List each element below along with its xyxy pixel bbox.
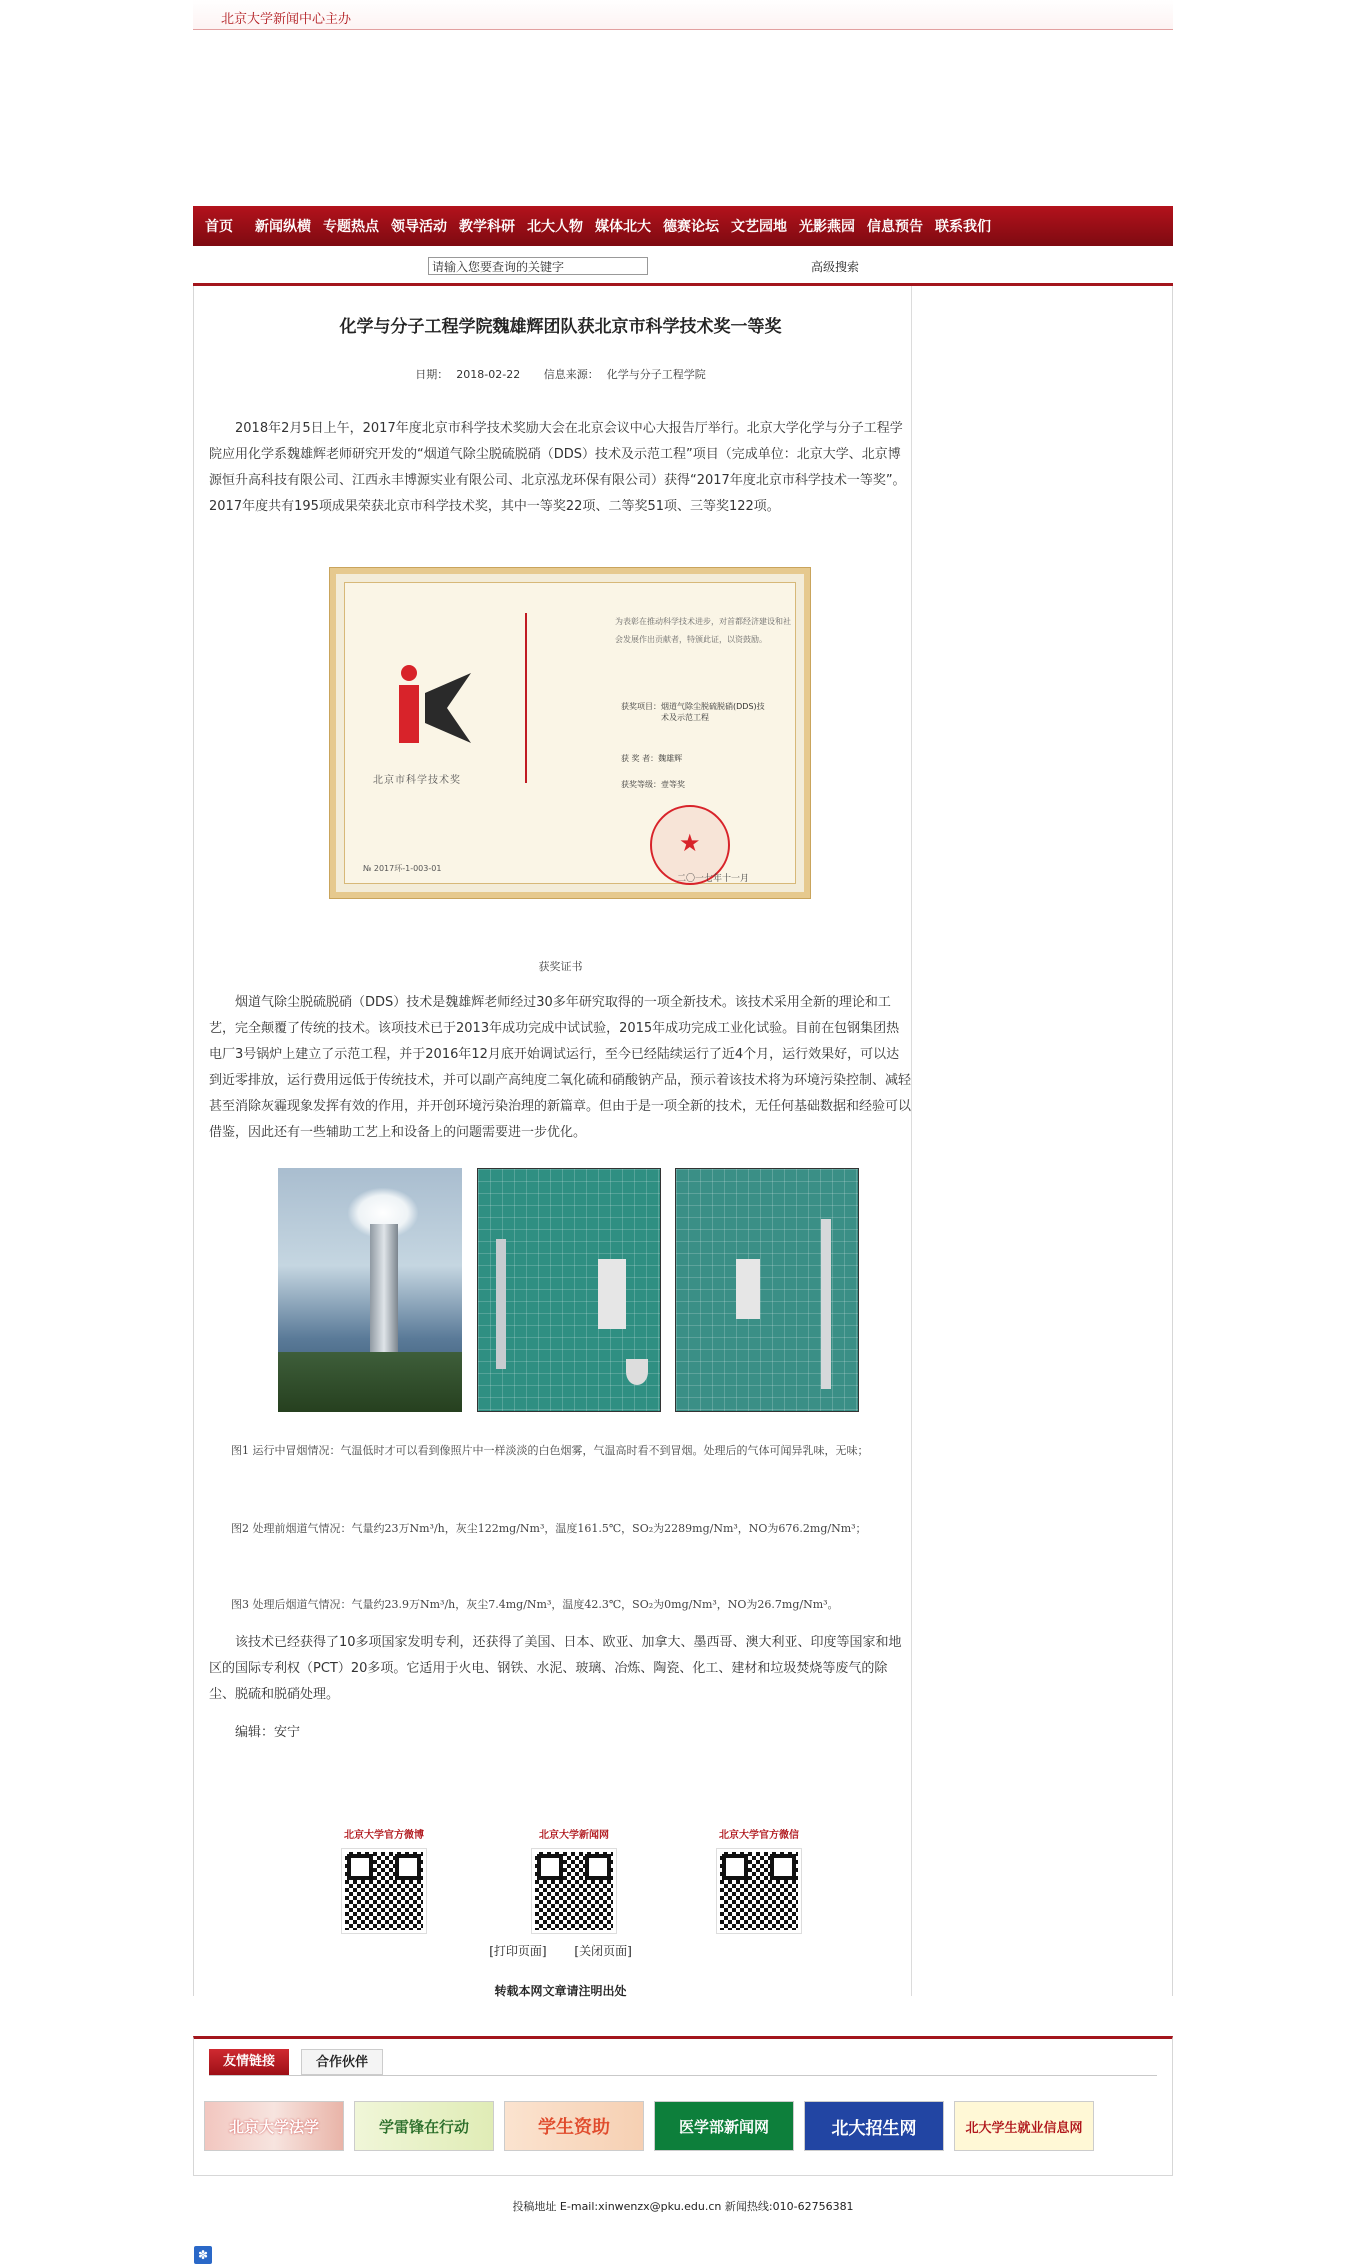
- source-label: 信息来源：: [543, 368, 599, 381]
- certificate-serial: № 2017环-1-003-01: [363, 864, 442, 873]
- nav-item-home[interactable]: 首页: [205, 219, 233, 235]
- banner-link-medical[interactable]: 医学部新闻网: [654, 2101, 794, 2151]
- main-nav: [193, 206, 1173, 246]
- nav-item-arts[interactable]: 文艺园地: [731, 219, 787, 235]
- certificate-winner-row: [621, 753, 682, 764]
- nav-item-leaders[interactable]: 领导活动: [391, 219, 447, 235]
- paragraph-3: 该技术已经获得了10多项国家发明专利，还获得了美国、日本、欧亚、加拿大、墨西哥、澳大利亚、印度等国家和地区的国际专利权（PCT）20多项。它适用于火电、钢铁、水泥、玻璃、冶炼、陶瓷、化工、建材和垃圾焚烧等废气的除尘、脱硫和脱硝处理。: [209, 1635, 902, 1702]
- search-input[interactable]: [428, 257, 648, 275]
- article-source: 化学与分子工程学院: [606, 368, 706, 381]
- tab-partners[interactable]: 合作伙伴: [301, 2049, 383, 2075]
- nav-item-forum[interactable]: 德赛论坛: [663, 219, 719, 235]
- advanced-search-link[interactable]: 高级搜索: [811, 260, 860, 274]
- qr-wechat-label: 北京大学官方微信: [719, 1830, 799, 1841]
- winner-name: 魏雄辉: [658, 754, 683, 763]
- search-bar: [193, 246, 1173, 286]
- article-title: 化学与分子工程学院魏雄辉团队获北京市科学技术奖一等奖: [339, 317, 782, 337]
- certificate-date: 二〇一七年十一月: [677, 874, 750, 884]
- host-text: 北京大学新闻中心主办: [221, 12, 352, 27]
- photo-monitor-before: [477, 1168, 661, 1412]
- photo-plant-chimney: [278, 1168, 462, 1412]
- qr-code-icon: [532, 1849, 616, 1933]
- main-content: [193, 286, 1173, 1996]
- figure-caption-3: 图3 处理后烟道气情况：气量约23.9万Nm³/h，灰尘7.4mg/Nm³，温度42.3℃，SO₂为0mg/Nm³，NO为26.7mg/Nm³。: [231, 1598, 839, 1611]
- nav-item-topics[interactable]: 专题热点: [323, 219, 379, 235]
- qr-newsnet-label: 北京大学新闻网: [539, 1830, 609, 1841]
- project-name: 烟道气除尘脱硫脱硝(DDS)技术及示范工程: [661, 702, 765, 722]
- close-page-link[interactable]: [关闭页面]: [574, 1944, 632, 1958]
- winner-label: 获 奖 者：: [621, 754, 659, 763]
- nav-item-news[interactable]: 新闻纵横: [255, 219, 311, 235]
- nav-item-notices[interactable]: 信息预告: [867, 219, 923, 235]
- nav-item-contact[interactable]: 联系我们: [935, 219, 991, 235]
- editor-credit: 编辑：安宁: [235, 1725, 301, 1740]
- footer-contact: 投稿地址 E-mail:xinwenzx@pku.edu.cn 新闻热线:010-62756381: [512, 2200, 854, 2213]
- banner-link-careers[interactable]: 北大学生就业信息网: [954, 2101, 1094, 2151]
- qr-newsnet[interactable]: [519, 1826, 629, 1933]
- article-date: 2018-02-22: [456, 368, 521, 381]
- qr-weibo-label: 北京大学官方微博: [344, 1830, 424, 1841]
- certificate-project-row: [621, 701, 771, 723]
- certificate-org: 北京市科学技术奖: [373, 775, 461, 786]
- figure-caption-2: 图2 处理前烟道气情况：气量约23万Nm³/h，灰尘122mg/Nm³，温度161.5℃，SO₂为2289mg/Nm³，NO为676.2mg/Nm³；: [231, 1522, 867, 1535]
- date-label: 日期：: [415, 368, 449, 381]
- nav-item-photos[interactable]: 光影燕园: [799, 219, 855, 235]
- photo-monitor-after: [675, 1168, 859, 1412]
- certificate-level-row: [621, 779, 685, 790]
- banner-link-admissions[interactable]: 北大招生网: [804, 2101, 944, 2151]
- article-meta: [209, 366, 912, 382]
- top-strip: [193, 0, 1173, 30]
- certificate-caption: 获奖证书: [538, 960, 583, 973]
- banner-link-leifeng[interactable]: 学雷锋在行动: [354, 2101, 494, 2151]
- nav-item-people[interactable]: 北大人物: [527, 219, 583, 235]
- nav-item-media[interactable]: 媒体北大: [595, 219, 651, 235]
- reprint-notice: 转载本网文章请注明出处: [494, 1984, 627, 1998]
- links-section: [193, 2036, 1173, 2176]
- qr-wechat[interactable]: [704, 1826, 814, 1933]
- project-label: 获奖项目：: [621, 702, 661, 711]
- certificate-divider: [525, 613, 527, 783]
- page-actions: [209, 1942, 912, 1959]
- qr-code-icon: [717, 1849, 801, 1933]
- paragraph-2: 烟道气除尘脱硫脱硝（DDS）技术是魏雄辉老师经过30多年研究取得的一项全新技术。该技术采用全新的理论和工艺，完全颠覆了传统的技术。该项技术已于2013年成功完成中试试验，2015年成功完成工业化试验。目前在包钢集团热电厂3号锅炉上建立了示范工程，并于2016年12月底开始调试运行，至今已经陆续运行了近4个月，运行效果好，可以达到近零排放，运行费用远低于传统技术，并可以副产高纯度二氧化硫和硝酸钠产品，预示着该技术将为环境污染控制、减轻甚至消除灰霾现象发挥有效的作用，并开创环境污染治理的新篇章。但由于是一项全新的技术，无任何基础数据和经验可以借鉴，因此还有一些辅助工艺上和设备上的问题需要进一步优化。: [209, 995, 912, 1140]
- award-logo-icon: [395, 663, 475, 757]
- nav-item-research[interactable]: 教学科研: [459, 219, 515, 235]
- qr-code-icon: [342, 1849, 426, 1933]
- tab-friend-links[interactable]: 友情链接: [209, 2049, 289, 2075]
- article: [209, 286, 912, 1996]
- qr-weibo[interactable]: [329, 1826, 439, 1933]
- paw-icon[interactable]: ✽: [194, 2246, 212, 2264]
- paragraph-1: 2018年2月5日上午，2017年度北京市科学技术奖励大会在北京会议中心大报告厅举行。北京大学化学与分子工程学院应用化学系魏雄辉老师研究开发的“烟道气除尘脱硫脱硝（DDS）技术及示范工程”项目（完成单位：北京大学、北京博源恒升高科技有限公司、江西永丰博源实业有限公司、北京泓龙环保有限公司）获得“2017年度北京市科学技术一等奖”。2017年度共有195项成果荣获北京市科学技术奖，其中一等奖22项、二等奖51项、三等奖122项。: [209, 421, 906, 514]
- award-level: 壹等奖: [661, 780, 685, 789]
- print-page-link[interactable]: [打印页面]: [489, 1944, 547, 1958]
- level-label: 获奖等级：: [621, 780, 661, 789]
- figure-caption-1: 图1 运行中冒烟情况：气温低时才可以看到像照片中一样淡淡的白色烟雾，气温高时看不到冒烟。处理后的气体可闻异乳味，无味；: [231, 1444, 869, 1457]
- banner-link-law[interactable]: 北京大学法学: [204, 2101, 344, 2151]
- certificate-intro: 为表彰在推动科学技术进步，对首都经济建设和社会发展作出贡献者，特颁此证，以资鼓励。: [615, 617, 791, 644]
- certificate-image: [330, 568, 810, 898]
- banner-link-aid[interactable]: 学生资助: [504, 2101, 644, 2151]
